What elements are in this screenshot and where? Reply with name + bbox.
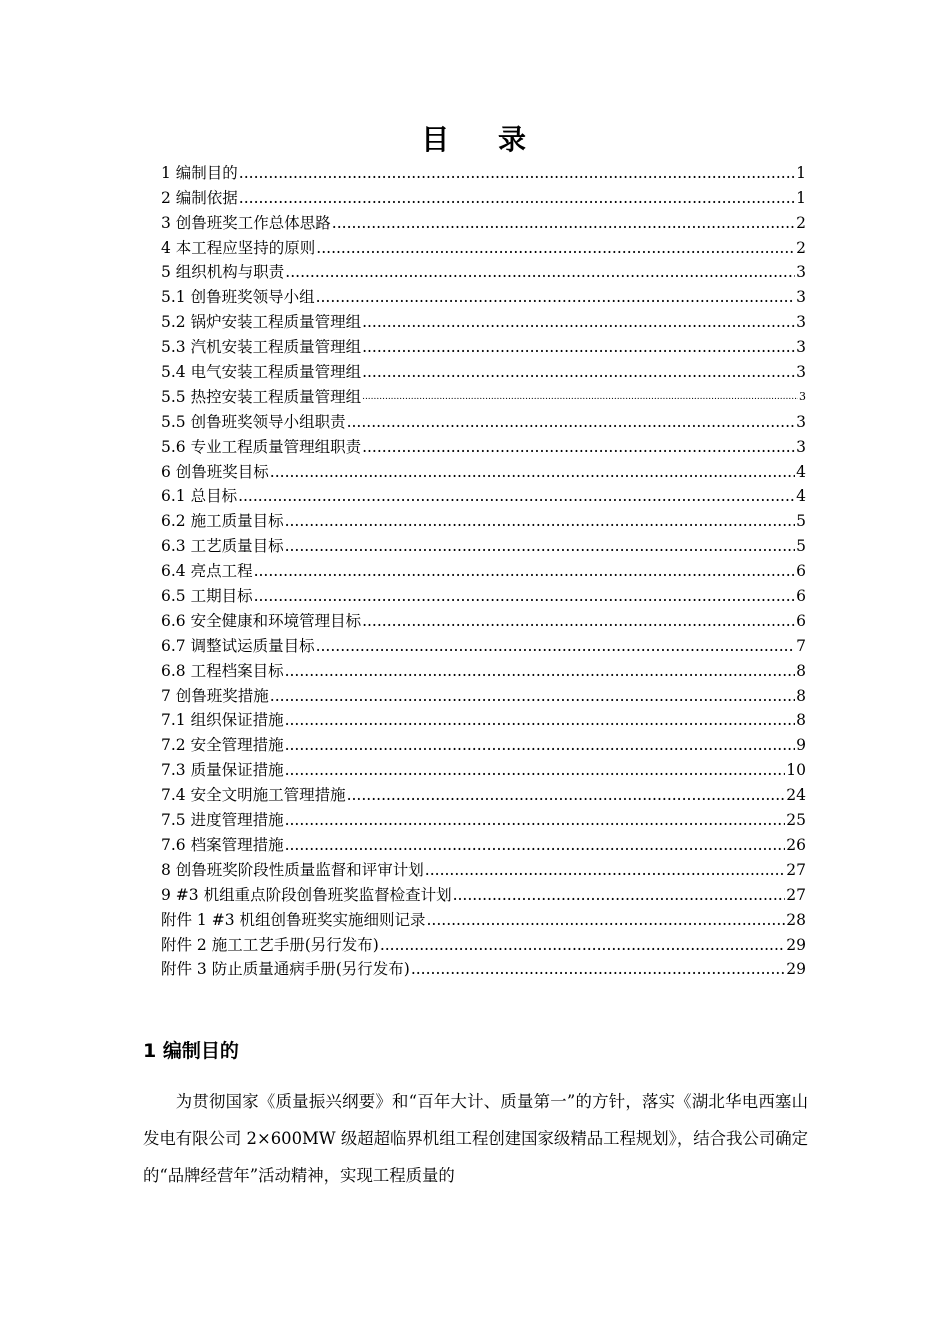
toc-title (0, 120, 950, 160)
toc-entry[interactable] (161, 830, 806, 855)
toc-entry-label: 附件 2 施工工艺手册(另行发布) (161, 935, 379, 954)
table-of-contents (161, 158, 806, 979)
toc-entry-page: 6 (796, 587, 806, 606)
toc-entry[interactable] (161, 183, 806, 208)
toc-dot-leader (380, 935, 785, 955)
toc-entry-label: 6.3 工艺质量目标 (161, 537, 284, 556)
toc-entry-label: 6.7 调整试运质量目标 (161, 636, 315, 655)
toc-entry-page: 5 (796, 537, 806, 556)
toc-dot-leader (347, 412, 796, 432)
toc-entry-label: 2 编制依据 (161, 188, 238, 207)
toc-entry[interactable] (161, 930, 806, 955)
toc-entry-page: 3 (796, 263, 806, 282)
toc-entry-page: 6 (796, 562, 806, 581)
toc-entry[interactable] (161, 258, 806, 283)
toc-entry-page: 3 (796, 363, 806, 382)
toc-dot-leader (285, 735, 796, 755)
toc-entry[interactable] (161, 880, 806, 905)
toc-entry[interactable] (161, 730, 806, 755)
toc-entry-page: 24 (786, 786, 806, 805)
toc-dot-leader (285, 710, 796, 730)
toc-entry[interactable] (161, 681, 806, 706)
toc-entry-page: 2 (796, 238, 806, 257)
toc-entry[interactable] (161, 506, 806, 531)
toc-entry-page: 6 (796, 611, 806, 630)
toc-entry[interactable] (161, 282, 806, 307)
toc-dot-leader (254, 561, 796, 581)
toc-entry-page: 9 (796, 736, 806, 755)
toc-entry-page: 28 (786, 910, 806, 929)
toc-entry[interactable] (161, 531, 806, 556)
toc-dot-leader (285, 511, 796, 531)
toc-entry-label: 7 创鲁班奖措施 (161, 686, 269, 705)
toc-dot-leader (316, 287, 796, 307)
toc-entry[interactable] (161, 905, 806, 930)
toc-entry-label: 3 创鲁班奖工作总体思路 (161, 213, 331, 232)
toc-dot-leader (316, 238, 795, 258)
toc-dot-leader (285, 536, 796, 556)
toc-entry-page: 29 (786, 960, 806, 979)
toc-title-part1: 目 (421, 123, 452, 156)
toc-dot-leader (285, 835, 786, 855)
toc-dot-leader (285, 661, 796, 681)
toc-dot-leader (270, 462, 795, 482)
toc-entry[interactable] (161, 382, 806, 407)
toc-entry-label: 5 组织机构与职责 (161, 263, 285, 282)
toc-entry-label: 7.2 安全管理措施 (161, 736, 284, 755)
toc-dot-leader (239, 163, 795, 183)
toc-entry-label: 6.2 施工质量目标 (161, 512, 284, 531)
toc-entry-label: 8 创鲁班奖阶段性质量监督和评审计划 (161, 860, 424, 879)
toc-entry[interactable] (161, 780, 806, 805)
toc-entry-page: 8 (796, 686, 806, 705)
toc-dot-leader (411, 959, 785, 979)
toc-entry-label: 附件 1 #3 机组创鲁班奖实施细则记录 (161, 910, 426, 929)
toc-entry-page: 3 (796, 437, 806, 456)
toc-entry-label: 5.5 创鲁班奖领导小组职责 (161, 412, 346, 431)
toc-entry-label: 6 创鲁班奖目标 (161, 462, 269, 481)
toc-dot-leader (254, 586, 796, 606)
toc-entry-page: 4 (796, 487, 806, 506)
toc-entry-label: 5.3 汽机安装工程质量管理组 (161, 338, 362, 357)
toc-dot-leader (362, 437, 795, 457)
toc-entry-label: 7.5 进度管理措施 (161, 811, 284, 830)
toc-entry[interactable] (161, 955, 806, 980)
toc-entry[interactable] (161, 158, 806, 183)
toc-dot-leader (316, 636, 796, 656)
toc-dot-leader (362, 611, 795, 631)
toc-entry-label: 5.1 创鲁班奖领导小组 (161, 288, 315, 307)
toc-entry-page: 27 (786, 885, 806, 904)
toc-entry-page: 3 (796, 313, 806, 332)
toc-entry-label: 6.8 工程档案目标 (161, 661, 284, 680)
toc-entry-page: 8 (796, 661, 806, 680)
toc-dot-leader (238, 486, 795, 506)
toc-entry-label: 6.4 亮点工程 (161, 562, 253, 581)
toc-entry[interactable] (161, 307, 806, 332)
toc-dot-leader (347, 785, 786, 805)
toc-entry[interactable] (161, 805, 806, 830)
toc-entry-label: 7.4 安全文明施工管理措施 (161, 786, 346, 805)
toc-entry-label: 5.5 热控安装工程质量管理组 (161, 387, 362, 406)
toc-dot-leader (425, 860, 785, 880)
toc-entry[interactable] (161, 656, 806, 681)
toc-entry-label: 5.4 电气安装工程质量管理组 (161, 363, 362, 382)
toc-dot-leader (332, 213, 795, 233)
toc-entry-page: 8 (796, 711, 806, 730)
toc-entry[interactable] (161, 407, 806, 432)
toc-entry[interactable] (161, 432, 806, 457)
toc-entry[interactable] (161, 631, 806, 656)
toc-entry[interactable] (161, 755, 806, 780)
toc-entry-page: 25 (786, 811, 806, 830)
toc-dot-leader (427, 910, 786, 930)
toc-entry-page: 10 (786, 761, 806, 780)
toc-entry-page: 27 (786, 860, 806, 879)
toc-entry-page: 3 (799, 389, 806, 403)
toc-entry[interactable] (161, 581, 806, 606)
body-paragraph: 为贯彻国家《质量振兴纲要》和“百年大计、质量第一”的方针，落实《湖北华电西塞山发电有限公司 2×600MW 级超超临界机组工程创建国家级精品工程规划》，结合我公司确定的“品牌经营年”活动精神，实现工程质量的 (143, 1092, 808, 1185)
toc-entry-page: 5 (796, 512, 806, 531)
toc-entry[interactable] (161, 606, 806, 631)
toc-entry-page: 4 (796, 462, 806, 481)
toc-dot-leader (362, 362, 795, 382)
toc-entry[interactable] (161, 357, 806, 382)
toc-entry[interactable] (161, 482, 806, 507)
toc-entry-label: 4 本工程应坚持的原则 (161, 238, 316, 257)
toc-dot-leader (362, 337, 795, 357)
section-heading: 1 编制目的 (143, 1040, 239, 1062)
toc-entry-label: 5.6 专业工程质量管理组职责 (161, 437, 362, 456)
toc-entry[interactable] (161, 556, 806, 581)
toc-entry-page: 2 (796, 213, 806, 232)
toc-entry-page: 7 (796, 636, 806, 655)
toc-entry[interactable] (161, 208, 806, 233)
toc-dot-leader (285, 262, 795, 282)
toc-entry-page: 1 (796, 163, 806, 182)
toc-dot-leader (362, 387, 798, 407)
toc-title-part2: 录 (498, 123, 529, 156)
toc-entry-page: 3 (796, 338, 806, 357)
toc-entry-page: 3 (796, 412, 806, 431)
toc-dot-leader (239, 188, 795, 208)
toc-dot-leader (285, 810, 786, 830)
toc-entry[interactable] (161, 457, 806, 482)
toc-entry-label: 9 #3 机组重点阶段创鲁班奖监督检查计划 (161, 885, 452, 904)
toc-entry[interactable] (161, 332, 806, 357)
toc-dot-leader (270, 686, 795, 706)
toc-entry-label: 附件 3 防止质量通病手册(另行发布) (161, 960, 410, 979)
toc-dot-leader (285, 760, 786, 780)
toc-dot-leader (362, 312, 795, 332)
toc-entry-label: 7.6 档案管理措施 (161, 835, 284, 854)
toc-entry-label: 7.1 组织保证措施 (161, 711, 284, 730)
toc-entry-page: 29 (786, 935, 806, 954)
toc-entry[interactable] (161, 233, 806, 258)
toc-entry-page: 3 (796, 288, 806, 307)
toc-entry-page: 1 (796, 188, 806, 207)
toc-dot-leader (453, 885, 786, 905)
toc-entry[interactable] (161, 706, 806, 731)
toc-entry-label: 6.1 总目标 (161, 487, 238, 506)
toc-entry-label: 6.6 安全健康和环境管理目标 (161, 611, 362, 630)
toc-entry-label: 1 编制目的 (161, 163, 238, 182)
toc-entry-label: 7.3 质量保证措施 (161, 761, 284, 780)
toc-entry-label: 6.5 工期目标 (161, 587, 253, 606)
toc-entry-label: 5.2 锅炉安装工程质量管理组 (161, 313, 362, 332)
toc-entry-page: 26 (786, 835, 806, 854)
toc-entry[interactable] (161, 855, 806, 880)
